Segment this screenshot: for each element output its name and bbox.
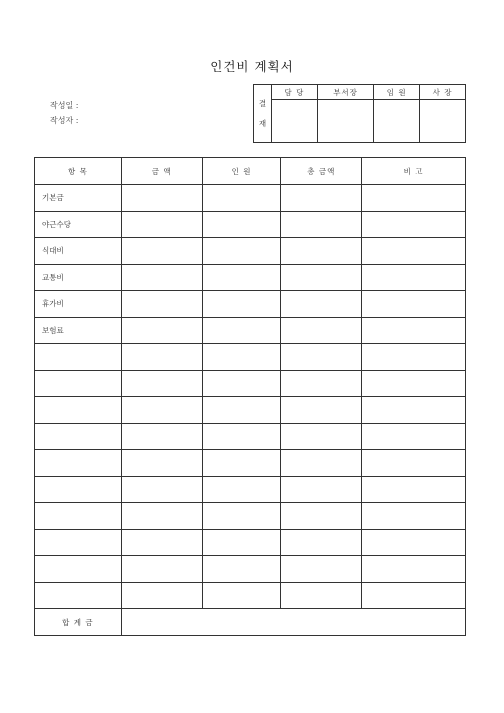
table-row	[35, 450, 466, 477]
amount-cell[interactable]	[121, 370, 202, 397]
document-title: 인건비 계획서	[210, 59, 294, 74]
amount-cell[interactable]	[121, 582, 202, 609]
row-item-label	[35, 556, 122, 583]
header-amount: 금 액	[121, 158, 202, 185]
total-amount-cell[interactable]	[281, 503, 362, 530]
header-total-amount: 총 금액	[281, 158, 362, 185]
headcount-cell[interactable]	[202, 344, 281, 371]
total-amount-cell[interactable]	[281, 211, 362, 238]
total-amount-cell[interactable]	[281, 582, 362, 609]
total-amount-cell[interactable]	[281, 529, 362, 556]
approval-header-executive: 임 원	[374, 85, 420, 100]
remarks-cell[interactable]	[362, 529, 466, 556]
remarks-cell[interactable]	[362, 450, 466, 477]
labor-cost-table	[34, 157, 466, 636]
remarks-cell[interactable]	[362, 264, 466, 291]
amount-cell[interactable]	[121, 556, 202, 583]
approval-sign-manager[interactable]	[317, 100, 374, 143]
remarks-cell[interactable]	[362, 185, 466, 212]
headcount-cell[interactable]	[202, 370, 281, 397]
author-label: 작성자 :	[50, 116, 79, 125]
row-item-label	[35, 370, 122, 397]
table-row	[35, 556, 466, 583]
total-amount-cell[interactable]	[281, 238, 362, 265]
table-row	[35, 185, 466, 212]
approval-sign-executive[interactable]	[374, 100, 420, 143]
approval-header-manager: 부서장	[317, 85, 374, 100]
remarks-cell[interactable]	[362, 291, 466, 318]
total-amount-cell[interactable]	[281, 344, 362, 371]
headcount-cell[interactable]	[202, 264, 281, 291]
amount-cell[interactable]	[121, 291, 202, 318]
table-row	[35, 370, 466, 397]
amount-cell[interactable]	[121, 476, 202, 503]
header-item: 항 목	[35, 158, 122, 185]
row-item-label: 휴가비	[35, 291, 122, 318]
row-item-label	[35, 529, 122, 556]
approval-header-staff: 담 당	[272, 85, 318, 100]
amount-cell[interactable]	[121, 503, 202, 530]
headcount-cell[interactable]	[202, 317, 281, 344]
amount-cell[interactable]	[121, 264, 202, 291]
total-amount-cell[interactable]	[281, 556, 362, 583]
row-item-label	[35, 582, 122, 609]
remarks-cell[interactable]	[362, 423, 466, 450]
table-row	[35, 344, 466, 371]
approval-table	[253, 84, 466, 143]
total-amount-cell[interactable]	[281, 370, 362, 397]
row-item-label: 교통비	[35, 264, 122, 291]
remarks-cell[interactable]	[362, 582, 466, 609]
total-amount-cell[interactable]	[281, 317, 362, 344]
remarks-cell[interactable]	[362, 344, 466, 371]
approval-header-president: 사 장	[420, 85, 466, 100]
approval-sign-president[interactable]	[420, 100, 466, 143]
row-item-label	[35, 397, 122, 424]
table-row	[35, 503, 466, 530]
remarks-cell[interactable]	[362, 370, 466, 397]
table-row	[35, 582, 466, 609]
headcount-cell[interactable]	[202, 582, 281, 609]
amount-cell[interactable]	[121, 529, 202, 556]
row-item-label: 보험료	[35, 317, 122, 344]
amount-cell[interactable]	[121, 344, 202, 371]
remarks-cell[interactable]	[362, 476, 466, 503]
headcount-cell[interactable]	[202, 529, 281, 556]
header-remarks: 비 고	[362, 158, 466, 185]
total-label: 합 계 금	[35, 609, 122, 636]
headcount-cell[interactable]	[202, 185, 281, 212]
remarks-cell[interactable]	[362, 503, 466, 530]
headcount-cell[interactable]	[202, 556, 281, 583]
amount-cell[interactable]	[121, 397, 202, 424]
total-value-cell[interactable]	[121, 609, 465, 636]
approval-sign-staff[interactable]	[272, 100, 318, 143]
row-item-label	[35, 503, 122, 530]
approval-side-label-1: 결	[258, 99, 267, 108]
row-item-label	[35, 344, 122, 371]
amount-cell[interactable]	[121, 238, 202, 265]
table-row	[35, 291, 466, 318]
approval-side-label-2: 재	[258, 118, 267, 128]
amount-cell[interactable]	[121, 317, 202, 344]
table-row	[35, 529, 466, 556]
approval-side-label	[254, 85, 272, 143]
remarks-cell[interactable]	[362, 211, 466, 238]
row-item-label: 기본금	[35, 185, 122, 212]
headcount-cell[interactable]	[202, 397, 281, 424]
headcount-cell[interactable]	[202, 423, 281, 450]
row-item-label	[35, 450, 122, 477]
remarks-cell[interactable]	[362, 397, 466, 424]
table-body	[35, 185, 466, 609]
table-row	[35, 423, 466, 450]
row-item-label	[35, 476, 122, 503]
total-amount-cell[interactable]	[281, 397, 362, 424]
total-amount-cell[interactable]	[281, 450, 362, 477]
headcount-cell[interactable]	[202, 503, 281, 530]
headcount-cell[interactable]	[202, 450, 281, 477]
table-row	[35, 238, 466, 265]
headcount-cell[interactable]	[202, 238, 281, 265]
total-amount-cell[interactable]	[281, 264, 362, 291]
header-headcount: 인 원	[202, 158, 281, 185]
table-row	[35, 397, 466, 424]
table-row	[35, 317, 466, 344]
row-item-label: 식대비	[35, 238, 122, 265]
total-amount-cell[interactable]	[281, 185, 362, 212]
total-amount-cell[interactable]	[281, 476, 362, 503]
amount-cell[interactable]	[121, 450, 202, 477]
total-amount-cell[interactable]	[281, 423, 362, 450]
table-row	[35, 264, 466, 291]
headcount-cell[interactable]	[202, 291, 281, 318]
amount-cell[interactable]	[121, 185, 202, 212]
remarks-cell[interactable]	[362, 317, 466, 344]
remarks-cell[interactable]	[362, 556, 466, 583]
table-row	[35, 211, 466, 238]
amount-cell[interactable]	[121, 423, 202, 450]
table-row	[35, 476, 466, 503]
total-amount-cell[interactable]	[281, 291, 362, 318]
date-label: 작성일 :	[50, 101, 79, 110]
amount-cell[interactable]	[121, 211, 202, 238]
row-item-label	[35, 423, 122, 450]
remarks-cell[interactable]	[362, 238, 466, 265]
row-item-label: 야근수당	[35, 211, 122, 238]
headcount-cell[interactable]	[202, 476, 281, 503]
headcount-cell[interactable]	[202, 211, 281, 238]
